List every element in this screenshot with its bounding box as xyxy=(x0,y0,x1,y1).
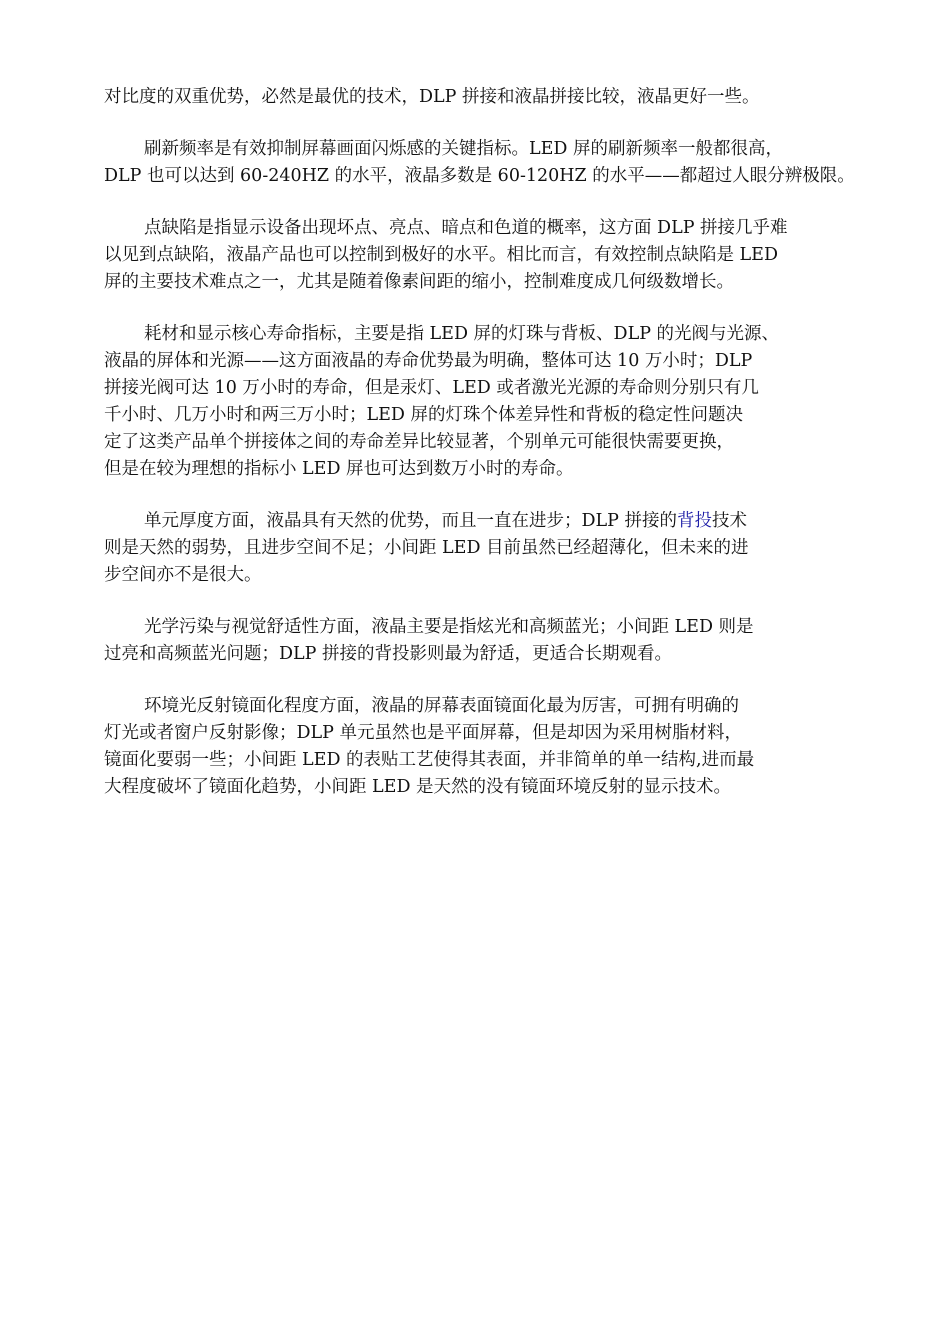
text-line: 步空间亦不是很大。 xyxy=(104,565,262,585)
paragraph-contrast xyxy=(104,84,904,111)
text-line: 以见到点缺陷，液晶产品也可以控制到极好的水平。相比而言，有效控制点缺陷是 LED xyxy=(104,245,778,265)
paragraph-optical-comfort xyxy=(104,614,904,668)
text-line: 定了这类产品单个拼接体之间的寿命差异比较显著，个别单元可能很快需要更换， xyxy=(104,432,734,452)
text-segment: 单元厚度方面，液晶具有天然的优势，而且一直在进步；DLP 拼接的 xyxy=(144,511,677,531)
rear-projection-link[interactable]: 背投 xyxy=(677,511,712,531)
text-line: 环境光反射镜面化程度方面，液晶的屏幕表面镜面化最为厉害，可拥有明确的 xyxy=(144,696,739,716)
text-line: 液晶的屏体和光源——这方面液晶的寿命优势最为明确，整体可达 10 万小时；DLP xyxy=(104,351,753,371)
text-line: 耗材和显示核心寿命指标，主要是指 LED 屏的灯珠与背板、DLP 的光阀与光源、 xyxy=(144,324,780,344)
text-line: 灯光或者窗户反射影像；DLP 单元虽然也是平面屏幕，但是却因为采用树脂材料， xyxy=(104,723,742,743)
text-line: 千小时、几万小时和两三万小时；LED 屏的灯珠个体差异性和背板的稳定性问题决 xyxy=(104,405,743,425)
text-line: 屏的主要技术难点之一，尤其是随着像素间距的缩小，控制难度成几何级数增长。 xyxy=(104,272,734,292)
paragraph-point-defects xyxy=(104,215,904,296)
text-segment: 技术 xyxy=(712,511,747,531)
text-line: 刷新频率是有效抑制屏幕画面闪烁感的关键指标。LED 屏的刷新频率一般都很高， xyxy=(144,139,783,159)
text-line: 点缺陷是指显示设备出现坏点、亮点、暗点和色道的概率，这方面 DLP 拼接几乎难 xyxy=(144,218,788,238)
text-line: 对比度的双重优势，必然是最优的技术，DLP 拼接和液晶拼接比较，液晶更好一些。 xyxy=(104,87,760,107)
text-line: 过亮和高频蓝光问题；DLP 拼接的背投影则最为舒适，更适合长期观看。 xyxy=(104,644,672,664)
document-body xyxy=(104,84,904,826)
paragraph-lifespan xyxy=(104,321,904,483)
text-line: DLP 也可以达到 60-240HZ 的水平，液晶多数是 60-120HZ 的水平——都超过人眼分辨极限。 xyxy=(104,166,855,186)
text-line: 大程度破坏了镜面化趋势，小间距 LED 是天然的没有镜面环境反射的显示技术。 xyxy=(104,777,732,797)
text-line: 但是在较为理想的指标小 LED 屏也可达到数万小时的寿命。 xyxy=(104,459,574,479)
text-line xyxy=(104,508,904,535)
paragraph-refresh-rate xyxy=(104,136,904,190)
paragraph-reflection xyxy=(104,693,904,801)
text-line: 拼接光阀可达 10 万小时的寿命，但是汞灯、LED 或者激光光源的寿命则分别只有几 xyxy=(104,378,759,398)
paragraph-thickness xyxy=(104,508,904,589)
text-line: 光学污染与视觉舒适性方面，液晶主要是指炫光和高频蓝光；小间距 LED 则是 xyxy=(144,617,754,637)
text-line: 镜面化要弱一些；小间距 LED 的表贴工艺使得其表面，并非简单的单一结构,进而最 xyxy=(104,750,755,770)
text-line: 则是天然的弱势，且进步空间不足；小间距 LED 目前虽然已经超薄化，但未来的进 xyxy=(104,538,749,558)
